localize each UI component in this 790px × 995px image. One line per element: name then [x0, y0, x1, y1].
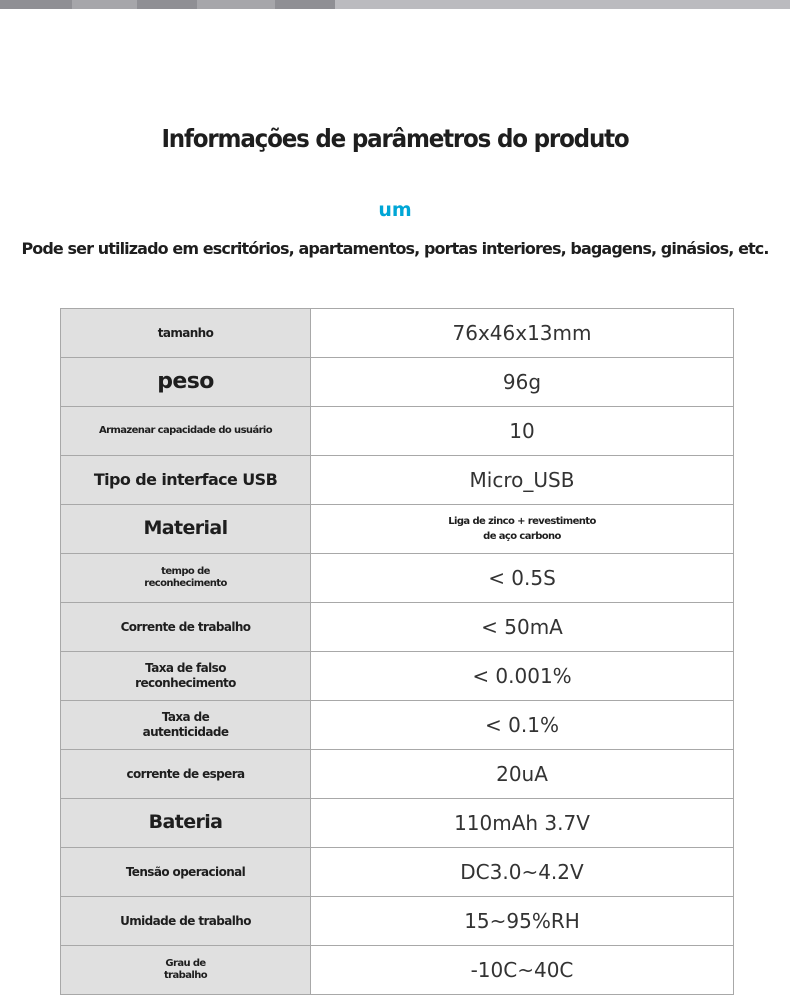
table-row [61, 554, 734, 603]
spec-value [311, 848, 734, 897]
top-bar-segment [275, 0, 335, 9]
spec-label [61, 505, 311, 554]
table-row [61, 407, 734, 456]
spec-value [311, 701, 734, 750]
spec-label-text: Taxa de falso reconhecimento [135, 661, 236, 690]
spec-value [311, 603, 734, 652]
spec-value-text: < 0.5S [488, 566, 556, 590]
page-title: Informações de parâmetros do produto [161, 124, 629, 153]
spec-value [311, 897, 734, 946]
table-row [61, 701, 734, 750]
table-row [61, 456, 734, 505]
top-bar-segment [335, 0, 790, 9]
spec-value-text: Liga de zinco + revestimento de aço carbono [448, 516, 596, 542]
spec-value-text: DC3.0~4.2V [460, 860, 584, 884]
top-bar-segment [197, 0, 275, 9]
page-subtitle: um [378, 199, 412, 221]
spec-label-text: Umidade de trabalho [120, 913, 251, 928]
spec-table [60, 308, 734, 995]
top-decorative-bar [0, 0, 790, 9]
spec-label [61, 309, 311, 358]
table-row [61, 603, 734, 652]
spec-value-text: < 50mA [481, 615, 563, 639]
spec-label [61, 701, 311, 750]
spec-label [61, 848, 311, 897]
table-row [61, 358, 734, 407]
spec-value [311, 946, 734, 995]
spec-label [61, 897, 311, 946]
spec-value-text: < 0.1% [485, 713, 559, 737]
spec-label-text: Armazenar capacidade do usuário [98, 424, 273, 436]
spec-value-text: 96g [502, 370, 542, 394]
table-row [61, 652, 734, 701]
spec-label [61, 554, 311, 603]
spec-label-text: Taxa de autenticidade [142, 710, 229, 739]
spec-label-text: corrente de espera [126, 766, 245, 781]
spec-label [61, 799, 311, 848]
spec-label-text: Grau de trabalho [164, 957, 207, 981]
spec-value [311, 358, 734, 407]
spec-value [311, 554, 734, 603]
table-row [61, 799, 734, 848]
spec-label [61, 456, 311, 505]
top-bar-segment [137, 0, 197, 9]
spec-label [61, 358, 311, 407]
spec-label [61, 946, 311, 995]
spec-value [311, 750, 734, 799]
table-row [61, 750, 734, 799]
spec-label-text: peso [157, 369, 214, 395]
spec-label-text: tempo de reconhecimento [144, 565, 227, 589]
spec-value-text: < 0.001% [472, 664, 572, 688]
spec-value-text: 110mAh 3.7V [454, 811, 590, 835]
table-row [61, 897, 734, 946]
spec-label-text: Tensão operacional [125, 864, 246, 879]
spec-label-text: Tipo de interface USB [93, 470, 278, 489]
spec-value [311, 799, 734, 848]
spec-label [61, 603, 311, 652]
spec-label [61, 407, 311, 456]
spec-label [61, 750, 311, 799]
spec-value-text: 15~95%RH [464, 909, 580, 933]
spec-value [311, 407, 734, 456]
spec-value-text: 20uA [496, 762, 548, 786]
spec-value [311, 652, 734, 701]
spec-label-text: tamanho [157, 325, 214, 340]
spec-label-text: Corrente de trabalho [120, 619, 251, 634]
spec-value [311, 309, 734, 358]
spec-label-text: Material [143, 517, 228, 540]
spec-value-text: 76x46x13mm [452, 321, 592, 345]
spec-value-text: 10 [509, 419, 535, 443]
table-row [61, 848, 734, 897]
table-row [61, 505, 734, 554]
spec-value-text: -10C~40C [470, 958, 574, 982]
spec-value-text: Micro_USB [469, 468, 575, 492]
usage-description: Pode ser utilizado em escritórios, apartamentos, portas interiores, bagagens, ginásios, etc. [21, 239, 769, 258]
top-bar-segment [72, 0, 137, 9]
table-row [61, 309, 734, 358]
table-row [61, 946, 734, 995]
spec-value [311, 505, 734, 554]
top-bar-segment [0, 0, 72, 9]
spec-label [61, 652, 311, 701]
spec-label-text: Bateria [148, 811, 223, 834]
spec-value [311, 456, 734, 505]
